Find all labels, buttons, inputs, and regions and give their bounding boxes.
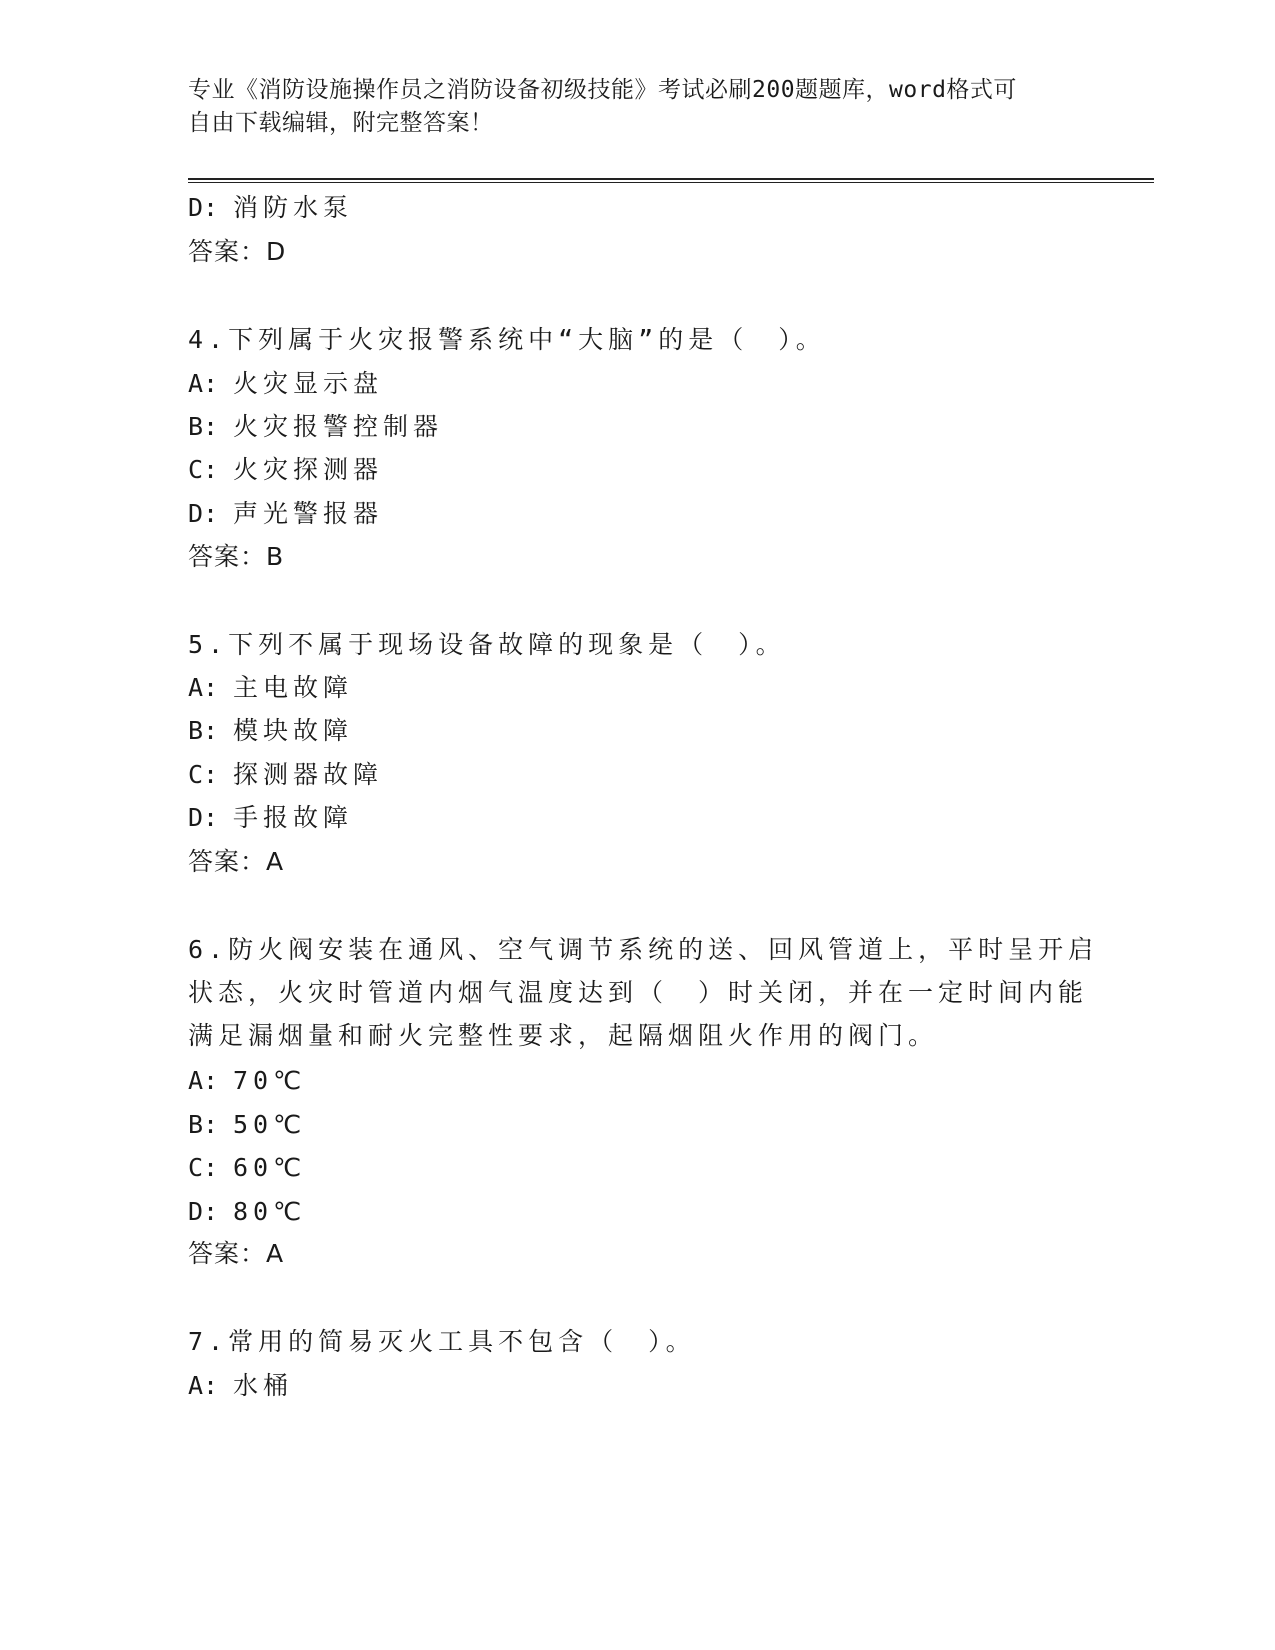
q7-question: 7.常用的简易灭火工具不包含（ ）。 bbox=[188, 1327, 696, 1356]
option-text: 70℃ bbox=[233, 1066, 307, 1095]
q6-option-b bbox=[188, 1110, 306, 1140]
q4-option-c bbox=[188, 455, 383, 485]
header-line-1: 专业《消防设施操作员之消防设备初级技能》考试必刷200题题库，word格式可 bbox=[188, 77, 1017, 103]
page-header bbox=[188, 74, 1088, 140]
header-divider bbox=[188, 178, 1154, 183]
option-label: B: bbox=[188, 716, 219, 745]
q4-option-a bbox=[188, 369, 383, 399]
q3-option-d bbox=[188, 193, 353, 223]
option-label: D: bbox=[188, 1197, 219, 1226]
option-label: C: bbox=[188, 455, 219, 484]
option-text: 水桶 bbox=[233, 1371, 294, 1400]
q5-option-c bbox=[188, 760, 383, 790]
q5-option-b bbox=[188, 716, 353, 746]
q6-option-c bbox=[188, 1153, 306, 1183]
q4-option-d bbox=[188, 499, 383, 529]
q6-question-line-2: 状态，火灾时管道内烟气温度达到（ ）时关闭，并在一定时间内能 bbox=[188, 978, 1089, 1007]
q7-option-a bbox=[188, 1371, 293, 1401]
option-text: 60℃ bbox=[233, 1153, 307, 1182]
option-label: A: bbox=[188, 1371, 219, 1400]
q6-option-a bbox=[188, 1066, 306, 1096]
option-label: B: bbox=[188, 1110, 219, 1139]
q6-answer: 答案：A bbox=[188, 1239, 285, 1268]
q4-option-b bbox=[188, 412, 443, 442]
option-text: 消防水泵 bbox=[233, 193, 354, 222]
option-label: A: bbox=[188, 1066, 219, 1095]
option-text: 主电故障 bbox=[233, 673, 354, 702]
q6-option-d bbox=[188, 1197, 306, 1227]
option-text: 火灾报警控制器 bbox=[233, 412, 444, 441]
q4-question: 4.下列属于火灾报警系统中“大脑”的是（ ）。 bbox=[188, 325, 826, 354]
q5-question: 5.下列不属于现场设备故障的现象是（ ）。 bbox=[188, 630, 786, 659]
header-line-2: 自由下载编辑，附完整答案！ bbox=[188, 110, 494, 136]
q6-question-line-3: 满足漏烟量和耐火完整性要求，起隔烟阻火作用的阀门。 bbox=[188, 1021, 939, 1050]
option-label: D: bbox=[188, 193, 219, 222]
q4-answer: 答案：B bbox=[188, 542, 285, 571]
option-text: 80℃ bbox=[233, 1197, 307, 1226]
option-text: 探测器故障 bbox=[233, 760, 384, 789]
option-label: A: bbox=[188, 369, 219, 398]
q5-answer: 答案：A bbox=[188, 847, 285, 876]
option-label: D: bbox=[188, 803, 219, 832]
option-label: C: bbox=[188, 1153, 219, 1182]
option-text: 火灾探测器 bbox=[233, 455, 384, 484]
option-label: C: bbox=[188, 760, 219, 789]
option-text: 模块故障 bbox=[233, 716, 354, 745]
q3-answer: 答案：D bbox=[188, 237, 287, 266]
q5-option-d bbox=[188, 803, 353, 833]
option-label: B: bbox=[188, 412, 219, 441]
option-label: A: bbox=[188, 673, 219, 702]
option-label: D: bbox=[188, 499, 219, 528]
option-text: 声光警报器 bbox=[233, 499, 384, 528]
q6-question-line-1: 6.防火阀安装在通风、空气调节系统的送、回风管道上，平时呈开启 bbox=[188, 935, 1099, 964]
q5-option-a bbox=[188, 673, 353, 703]
option-text: 50℃ bbox=[233, 1110, 307, 1139]
option-text: 手报故障 bbox=[233, 803, 354, 832]
option-text: 火灾显示盘 bbox=[233, 369, 384, 398]
